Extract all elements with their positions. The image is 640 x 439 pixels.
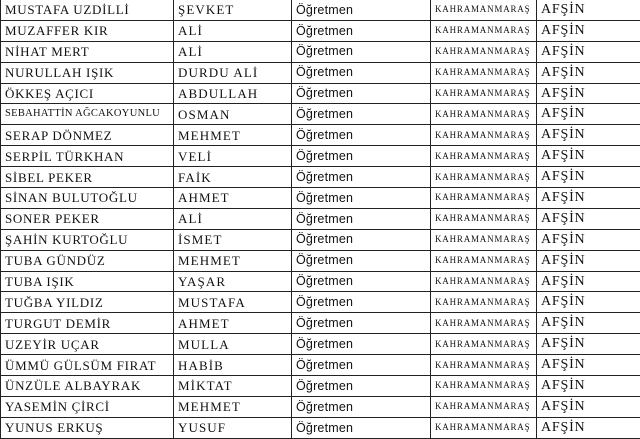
district-cell: AFŞİN (537, 188, 640, 209)
city-cell: KAHRAMANMARAŞ (431, 41, 537, 62)
name-cell: MUSTAFA UZDİLLİ (1, 0, 174, 20)
name-cell: SEBAHATTİN AĞCAKOYUNLU (1, 104, 174, 125)
city-cell: KAHRAMANMARAŞ (431, 20, 537, 41)
title-cell: Öğretmen (292, 83, 431, 104)
name-cell: TURGUT DEMİR (1, 313, 174, 334)
table-row (1, 376, 640, 397)
table-row (1, 355, 640, 376)
district-cell: AFŞİN (537, 208, 640, 229)
city-cell: KAHRAMANMARAŞ (431, 396, 537, 417)
father-name-cell: AHMET (174, 313, 292, 334)
title-cell: Öğretmen (292, 229, 431, 250)
table-row (1, 250, 640, 271)
father-name-cell: MEHMET (174, 396, 292, 417)
city-cell: KAHRAMANMARAŞ (431, 167, 537, 188)
title-cell: Öğretmen (292, 125, 431, 146)
title-cell: Öğretmen (292, 355, 431, 376)
district-cell: AFŞİN (537, 334, 640, 355)
city-cell: KAHRAMANMARAŞ (431, 292, 537, 313)
table-row (1, 188, 640, 209)
title-cell: Öğretmen (292, 0, 431, 20)
city-cell: KAHRAMANMARAŞ (431, 355, 537, 376)
district-cell: AFŞİN (537, 20, 640, 41)
father-name-cell: YAŞAR (174, 271, 292, 292)
city-cell: KAHRAMANMARAŞ (431, 83, 537, 104)
father-name-cell: MUSTAFA (174, 292, 292, 313)
father-name-cell: OSMAN (174, 104, 292, 125)
title-cell: Öğretmen (292, 396, 431, 417)
father-name-cell: MİKTAT (174, 376, 292, 397)
name-cell: YASEMİN ÇİRCİ (1, 396, 174, 417)
district-cell: AFŞİN (537, 125, 640, 146)
city-cell: KAHRAMANMARAŞ (431, 208, 537, 229)
title-cell: Öğretmen (292, 334, 431, 355)
title-cell: Öğretmen (292, 167, 431, 188)
table-row (1, 417, 640, 438)
district-cell: AFŞİN (537, 292, 640, 313)
table-row (1, 0, 640, 20)
table-row (1, 229, 640, 250)
father-name-cell: ABDULLAH (174, 83, 292, 104)
city-cell: KAHRAMANMARAŞ (431, 417, 537, 438)
name-cell: YUNUS ERKUŞ (1, 417, 174, 438)
father-name-cell: DURDU ALİ (174, 62, 292, 83)
table-row (1, 396, 640, 417)
city-cell: KAHRAMANMARAŞ (431, 250, 537, 271)
name-cell: TUĞBA YILDIZ (1, 292, 174, 313)
table-row (1, 292, 640, 313)
title-cell: Öğretmen (292, 20, 431, 41)
district-cell: AFŞİN (537, 250, 640, 271)
city-cell: KAHRAMANMARAŞ (431, 376, 537, 397)
table-row (1, 313, 640, 334)
city-cell: KAHRAMANMARAŞ (431, 125, 537, 146)
district-cell: AFŞİN (537, 0, 640, 20)
district-cell: AFŞİN (537, 41, 640, 62)
district-cell: AFŞİN (537, 104, 640, 125)
title-cell: Öğretmen (292, 271, 431, 292)
name-cell: SERPİL TÜRKHAN (1, 146, 174, 167)
name-cell: TUBA IŞIK (1, 271, 174, 292)
district-cell: AFŞİN (537, 417, 640, 438)
table-body (1, 0, 640, 438)
city-cell: KAHRAMANMARAŞ (431, 271, 537, 292)
district-cell: AFŞİN (537, 229, 640, 250)
name-cell: TUBA GÜNDÜZ (1, 250, 174, 271)
title-cell: Öğretmen (292, 250, 431, 271)
city-cell: KAHRAMANMARAŞ (431, 146, 537, 167)
table-row (1, 41, 640, 62)
father-name-cell: HABİB (174, 355, 292, 376)
father-name-cell: MEHMET (174, 125, 292, 146)
name-cell: ÜNZÜLE ALBAYRAK (1, 376, 174, 397)
father-name-cell: VELİ (174, 146, 292, 167)
district-cell: AFŞİN (537, 313, 640, 334)
table-row (1, 146, 640, 167)
table-row (1, 83, 640, 104)
district-cell: AFŞİN (537, 146, 640, 167)
name-cell: SİNAN BULUTOĞLU (1, 188, 174, 209)
title-cell: Öğretmen (292, 62, 431, 83)
father-name-cell: MEHMET (174, 250, 292, 271)
name-cell: NURULLAH IŞIK (1, 62, 174, 83)
father-name-cell: ALİ (174, 208, 292, 229)
table-row (1, 125, 640, 146)
father-name-cell: İSMET (174, 229, 292, 250)
table-row (1, 334, 640, 355)
title-cell: Öğretmen (292, 104, 431, 125)
city-cell: KAHRAMANMARAŞ (431, 313, 537, 334)
district-cell: AFŞİN (537, 83, 640, 104)
father-name-cell: ALİ (174, 41, 292, 62)
father-name-cell: MULLA (174, 334, 292, 355)
name-cell: MUZAFFER KIR (1, 20, 174, 41)
title-cell: Öğretmen (292, 41, 431, 62)
city-cell: KAHRAMANMARAŞ (431, 229, 537, 250)
title-cell: Öğretmen (292, 313, 431, 334)
table-row (1, 167, 640, 188)
city-cell: KAHRAMANMARAŞ (431, 188, 537, 209)
district-cell: AFŞİN (537, 167, 640, 188)
table-row (1, 104, 640, 125)
father-name-cell: AHMET (174, 188, 292, 209)
father-name-cell: ŞEVKET (174, 0, 292, 20)
district-cell: AFŞİN (537, 355, 640, 376)
title-cell: Öğretmen (292, 376, 431, 397)
name-cell: SİBEL PEKER (1, 167, 174, 188)
table-row (1, 62, 640, 83)
father-name-cell: ALİ (174, 20, 292, 41)
city-cell: KAHRAMANMARAŞ (431, 334, 537, 355)
city-cell: KAHRAMANMARAŞ (431, 104, 537, 125)
name-cell: ÖKKEŞ AÇICI (1, 83, 174, 104)
district-cell: AFŞİN (537, 396, 640, 417)
district-cell: AFŞİN (537, 62, 640, 83)
name-cell: NİHAT MERT (1, 41, 174, 62)
district-cell: AFŞİN (537, 271, 640, 292)
city-cell: KAHRAMANMARAŞ (431, 62, 537, 83)
father-name-cell: YUSUF (174, 417, 292, 438)
title-cell: Öğretmen (292, 146, 431, 167)
name-cell: UZEYİR UÇAR (1, 334, 174, 355)
table-row (1, 208, 640, 229)
name-cell: SERAP DÖNMEZ (1, 125, 174, 146)
title-cell: Öğretmen (292, 188, 431, 209)
name-cell: ŞAHİN KURTOĞLU (1, 229, 174, 250)
table-row (1, 20, 640, 41)
district-cell: AFŞİN (537, 376, 640, 397)
title-cell: Öğretmen (292, 417, 431, 438)
name-cell: SONER PEKER (1, 208, 174, 229)
father-name-cell: FAİK (174, 167, 292, 188)
title-cell: Öğretmen (292, 292, 431, 313)
city-cell: KAHRAMANMARAŞ (431, 0, 537, 20)
name-cell: ÜMMÜ GÜLSÜM FIRAT (1, 355, 174, 376)
title-cell: Öğretmen (292, 208, 431, 229)
table-row (1, 271, 640, 292)
